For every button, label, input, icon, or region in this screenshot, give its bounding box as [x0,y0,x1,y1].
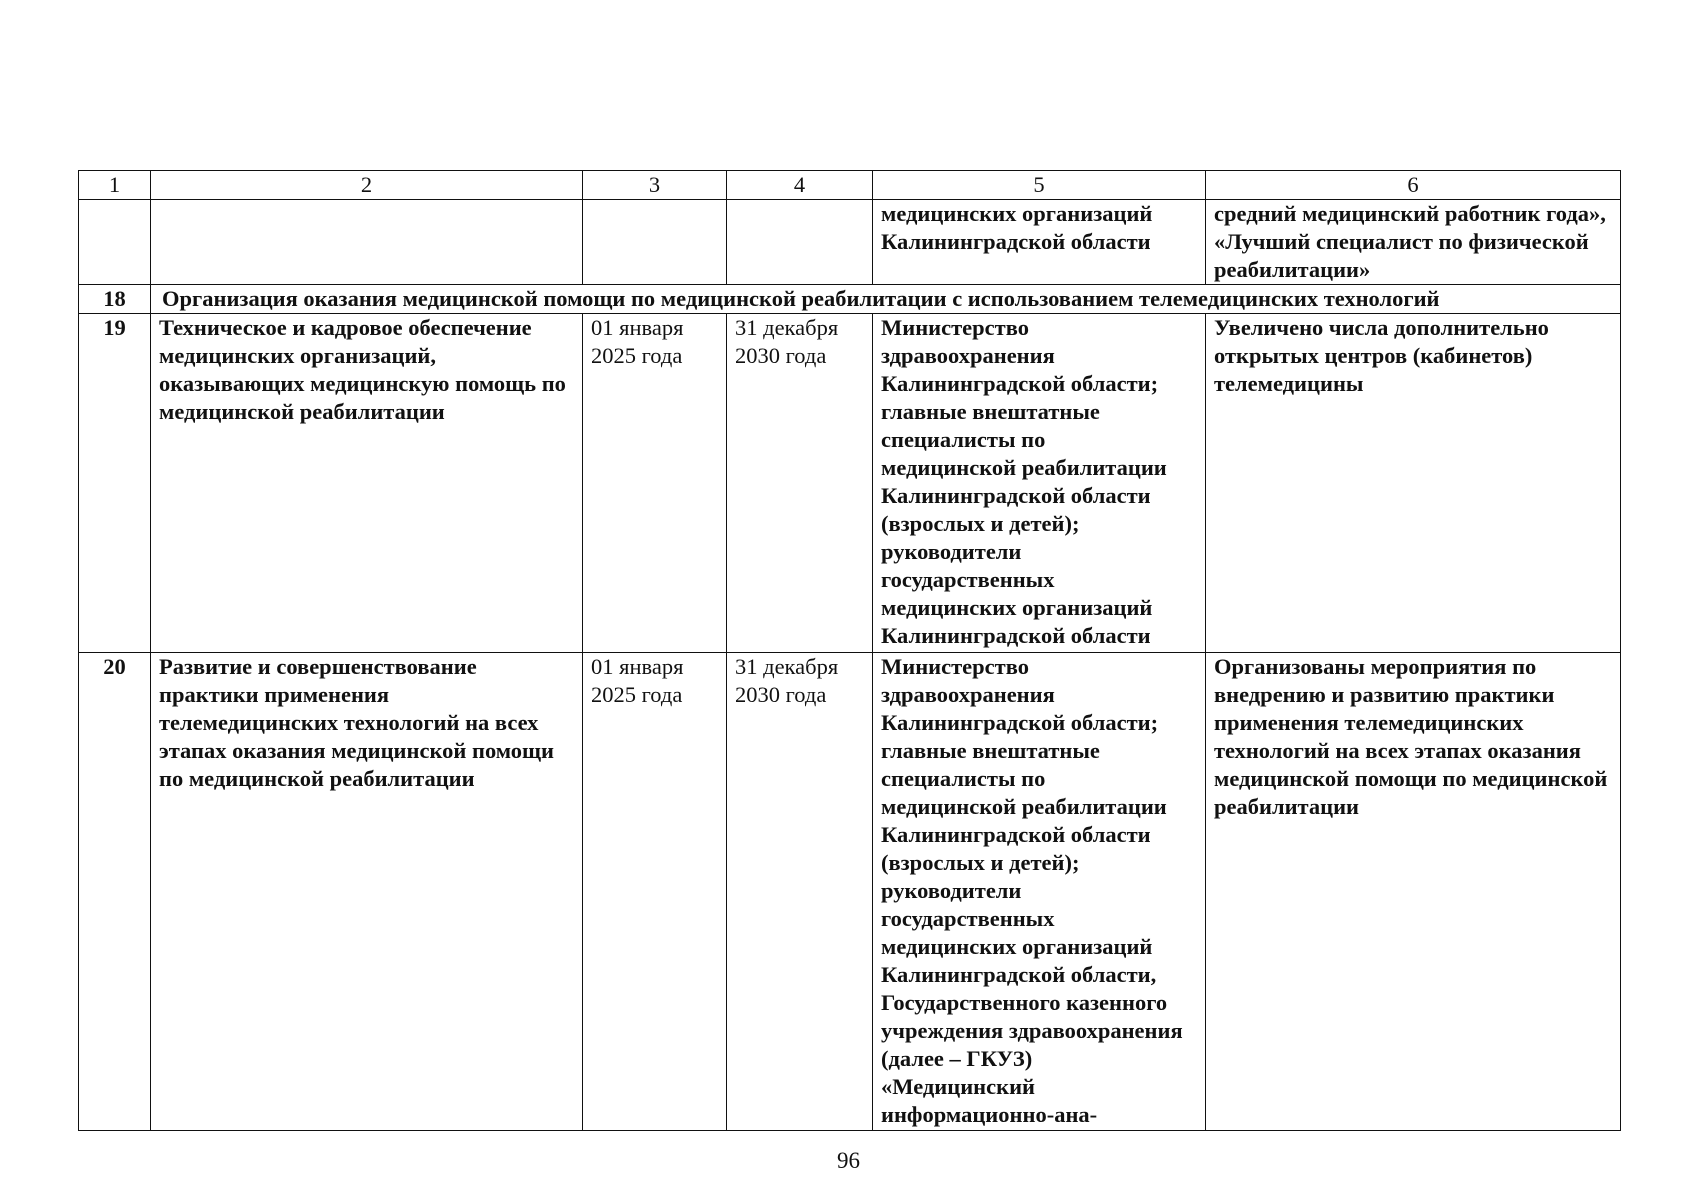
section-row [79,285,1621,314]
responsible-cell: медицинских организаций Калининградской области [873,200,1206,285]
column-number: 3 [583,171,727,200]
result-cell: Увеличено числа дополнительно открытых центров (кабинетов) телемедицины [1206,314,1621,653]
end-date-cell [727,200,873,285]
activity-cell: Техническое и кадровое обеспечение медицинских организаций, оказывающих медицинскую помощь по медицинской реабилитации [151,314,583,653]
end-date-cell: 31 декабря 2030 года [727,314,873,653]
table-row [79,653,1621,1131]
table-row [79,314,1621,653]
row-number-cell [79,200,151,285]
result-cell: Организованы мероприятия по внедрению и развитию практики применения телемедицинских технологий на всех этапах оказания медицинской помощи по медицинской реабилитации [1206,653,1621,1131]
column-number: 6 [1206,171,1621,200]
activity-cell: Развитие и совершенствование практики применения телемедицинских технологий на всех этапах оказания медицинской помощи по медицинской реабилитации [151,653,583,1131]
start-date-cell [583,200,727,285]
start-date-cell: 01 января 2025 года [583,314,727,653]
row-number-cell: 19 [79,314,151,653]
section-number-cell: 18 [79,285,151,314]
activity-cell [151,200,583,285]
page-number: 96 [837,1148,860,1173]
section-title-cell: Организация оказания медицинской помощи по медицинской реабилитации с использованием телемедицинских технологий [151,285,1621,314]
continuation-row [79,200,1621,285]
start-date-cell: 01 января 2025 года [583,653,727,1131]
column-number: 2 [151,171,583,200]
column-number: 1 [79,171,151,200]
end-date-cell: 31 декабря 2030 года [727,653,873,1131]
column-number-row [79,171,1621,200]
column-number: 4 [727,171,873,200]
column-number: 5 [873,171,1206,200]
responsible-cell: Министерство здравоохранения Калининградской области; главные внештатные специалисты по медицинской реабилитации Калининградской области (взрослых и детей); руководители государственных медицинских организаций Калининградской области, Государственного казенного учреждения здравоохранения (далее – ГКУЗ) «Медицинский информационно-ана- [873,653,1206,1131]
row-number-cell: 20 [79,653,151,1131]
document-table [78,170,1621,1131]
responsible-cell: Министерство здравоохранения Калининградской области; главные внештатные специалисты по медицинской реабилитации Калининградской области (взрослых и детей); руководители государственных медицинских организаций Калининградской области [873,314,1206,653]
result-cell: средний медицинский работник года», «Лучший специалист по физической реабилитации» [1206,200,1621,285]
